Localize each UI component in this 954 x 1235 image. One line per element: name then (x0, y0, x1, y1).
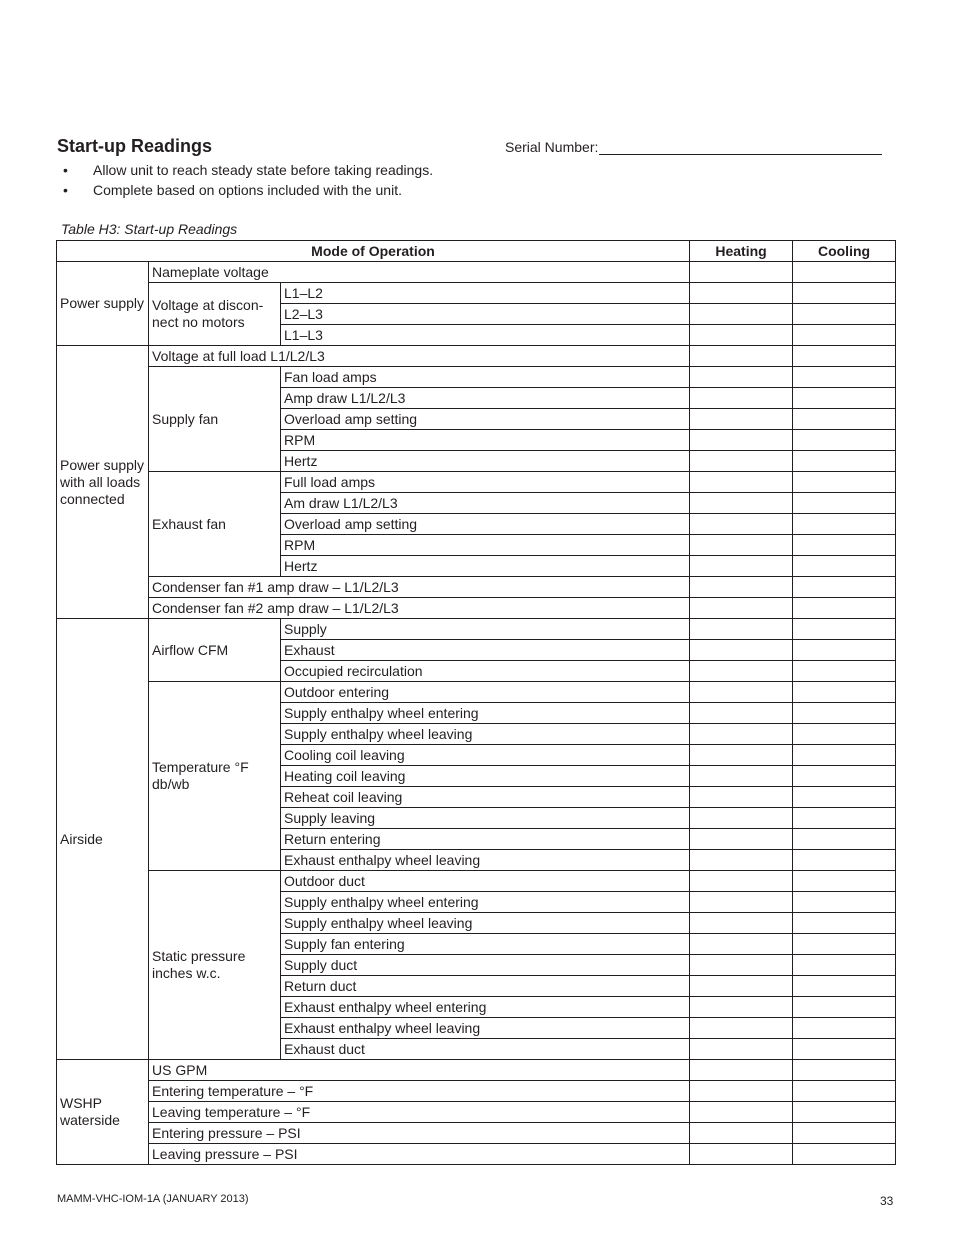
document-id: MAMM-VHC-IOM-1A (JANUARY 2013) (57, 1193, 249, 1205)
heating-cell[interactable] (690, 1123, 793, 1144)
heating-cell[interactable] (690, 451, 793, 472)
subgroup-label: Airflow CFM (149, 619, 281, 682)
row-label: Outdoor entering (281, 682, 690, 703)
heating-cell[interactable] (690, 472, 793, 493)
row-label: L1–L2 (281, 283, 690, 304)
serial-number-label: Serial Number: (505, 139, 599, 155)
row-label: Supply enthalpy wheel leaving (281, 913, 690, 934)
cooling-cell[interactable] (793, 703, 896, 724)
cooling-cell[interactable] (793, 955, 896, 976)
row-label: Return entering (281, 829, 690, 850)
cooling-cell[interactable] (793, 871, 896, 892)
row-label: Supply leaving (281, 808, 690, 829)
heating-cell[interactable] (690, 976, 793, 997)
row-label: Overload amp setting (281, 514, 690, 535)
cooling-cell[interactable] (793, 976, 896, 997)
heating-cell[interactable] (690, 829, 793, 850)
row-label: Entering pressure – PSI (149, 1123, 690, 1144)
cooling-cell[interactable] (793, 451, 896, 472)
heating-cell[interactable] (690, 703, 793, 724)
cooling-cell[interactable] (793, 619, 896, 640)
cooling-cell[interactable] (793, 472, 896, 493)
heating-cell[interactable] (690, 1144, 793, 1165)
cooling-cell[interactable] (793, 577, 896, 598)
heating-cell[interactable] (690, 1039, 793, 1060)
subgroup-label: Exhaust fan (149, 472, 281, 577)
page-title: Start-up Readings (57, 136, 213, 156)
cooling-cell[interactable] (793, 1018, 896, 1039)
row-label: Nameplate voltage (149, 262, 690, 283)
table-row (57, 262, 896, 283)
heating-cell[interactable] (690, 514, 793, 535)
table-caption: Table H3: Start-up Readings (61, 221, 238, 237)
heating-cell[interactable] (690, 556, 793, 577)
cooling-cell[interactable] (793, 913, 896, 934)
cooling-cell[interactable] (793, 325, 896, 346)
heating-cell[interactable] (690, 430, 793, 451)
row-label: Heating coil leaving (281, 766, 690, 787)
cooling-cell[interactable] (793, 808, 896, 829)
table-row (57, 472, 896, 493)
row-label: Hertz (281, 556, 690, 577)
bullet-icon: • (63, 182, 68, 198)
page-number: 33 (880, 1194, 894, 1208)
heating-header: Heating (690, 241, 793, 262)
cooling-cell[interactable] (793, 724, 896, 745)
row-label: Am draw L1/L2/L3 (281, 493, 690, 514)
table-header-row (57, 241, 896, 262)
heating-cell[interactable] (690, 724, 793, 745)
heating-cell[interactable] (690, 661, 793, 682)
cooling-cell[interactable] (793, 493, 896, 514)
heating-cell[interactable] (690, 304, 793, 325)
row-label: Return duct (281, 976, 690, 997)
subgroup-label: Supply fan (149, 367, 281, 472)
heating-cell[interactable] (690, 850, 793, 871)
cooling-cell[interactable] (793, 367, 896, 388)
cooling-cell[interactable] (793, 766, 896, 787)
serial-number-blank (599, 140, 882, 155)
heating-cell[interactable] (690, 409, 793, 430)
table-row (57, 346, 896, 367)
heating-cell[interactable] (690, 766, 793, 787)
table-row (57, 1144, 896, 1165)
table-row (57, 1102, 896, 1123)
row-label: Supply duct (281, 955, 690, 976)
row-label: Exhaust (281, 640, 690, 661)
row-label: Reheat coil leaving (281, 787, 690, 808)
cooling-cell[interactable] (793, 1144, 896, 1165)
subgroup-label: Temperature °F db/wb (149, 682, 281, 871)
heating-cell[interactable] (690, 598, 793, 619)
cooling-cell[interactable] (793, 535, 896, 556)
table-row (57, 598, 896, 619)
row-label: Exhaust duct (281, 1039, 690, 1060)
cooling-cell[interactable] (793, 682, 896, 703)
heating-cell[interactable] (690, 493, 793, 514)
row-label: Full load amps (281, 472, 690, 493)
heating-cell[interactable] (690, 1081, 793, 1102)
table-row (57, 1123, 896, 1144)
serial-number-field (505, 139, 882, 155)
group-label: Airside (57, 619, 149, 1060)
row-label: Supply (281, 619, 690, 640)
heating-cell[interactable] (690, 787, 793, 808)
cooling-cell[interactable] (793, 1060, 896, 1081)
table-row (57, 367, 896, 388)
cooling-cell[interactable] (793, 787, 896, 808)
row-label: Supply fan entering (281, 934, 690, 955)
cooling-cell[interactable] (793, 598, 896, 619)
cooling-cell[interactable] (793, 997, 896, 1018)
heating-cell[interactable] (690, 955, 793, 976)
row-label: Outdoor duct (281, 871, 690, 892)
heating-cell[interactable] (690, 934, 793, 955)
heating-cell[interactable] (690, 1102, 793, 1123)
table-row (57, 682, 896, 703)
row-label: US GPM (149, 1060, 690, 1081)
heating-cell[interactable] (690, 997, 793, 1018)
row-label: Cooling coil leaving (281, 745, 690, 766)
subgroup-label: Voltage at discon-nect no motors (149, 283, 281, 346)
row-label: Exhaust enthalpy wheel entering (281, 997, 690, 1018)
heating-cell[interactable] (690, 283, 793, 304)
cooling-cell[interactable] (793, 1102, 896, 1123)
heating-cell[interactable] (690, 1060, 793, 1081)
cooling-cell[interactable] (793, 1081, 896, 1102)
row-label: RPM (281, 535, 690, 556)
cooling-header: Cooling (793, 241, 896, 262)
heating-cell[interactable] (690, 262, 793, 283)
row-label: Amp draw L1/L2/L3 (281, 388, 690, 409)
row-label: L2–L3 (281, 304, 690, 325)
cooling-cell[interactable] (793, 745, 896, 766)
heating-cell[interactable] (690, 913, 793, 934)
cooling-cell[interactable] (793, 409, 896, 430)
row-label: Voltage at full load L1/L2/L3 (149, 346, 690, 367)
mode-header: Mode of Operation (57, 241, 690, 262)
heating-cell[interactable] (690, 577, 793, 598)
heating-cell[interactable] (690, 892, 793, 913)
heating-cell[interactable] (690, 535, 793, 556)
startup-readings-table (56, 240, 896, 1165)
row-label: Condenser fan #2 amp draw – L1/L2/L3 (149, 598, 690, 619)
group-label: WSHP waterside (57, 1060, 149, 1165)
cooling-cell[interactable] (793, 661, 896, 682)
row-label: Exhaust enthalpy wheel leaving (281, 1018, 690, 1039)
cooling-cell[interactable] (793, 934, 896, 955)
cooling-cell[interactable] (793, 304, 896, 325)
group-label: Power supply with all loads connected (57, 346, 149, 619)
row-label: Condenser fan #1 amp draw – L1/L2/L3 (149, 577, 690, 598)
table-row (57, 1060, 896, 1081)
cooling-cell[interactable] (793, 514, 896, 535)
row-label: Supply enthalpy wheel entering (281, 703, 690, 724)
cooling-cell[interactable] (793, 388, 896, 409)
table-row (57, 283, 896, 304)
heating-cell[interactable] (690, 808, 793, 829)
row-label: Supply enthalpy wheel entering (281, 892, 690, 913)
cooling-cell[interactable] (793, 430, 896, 451)
group-label: Power supply (57, 262, 149, 346)
heating-cell[interactable] (690, 325, 793, 346)
table-row (57, 871, 896, 892)
row-label: Leaving temperature – °F (149, 1102, 690, 1123)
cooling-cell[interactable] (793, 640, 896, 661)
row-label: RPM (281, 430, 690, 451)
row-label: Fan load amps (281, 367, 690, 388)
heating-cell[interactable] (690, 640, 793, 661)
cooling-cell[interactable] (793, 556, 896, 577)
row-label: Overload amp setting (281, 409, 690, 430)
row-label: Leaving pressure – PSI (149, 1144, 690, 1165)
heating-cell[interactable] (690, 1018, 793, 1039)
cooling-cell[interactable] (793, 1039, 896, 1060)
subgroup-label: Static pressure inches w.c. (149, 871, 281, 1060)
heating-cell[interactable] (690, 745, 793, 766)
bullet-icon: • (63, 162, 68, 178)
row-label: Occupied recirculation (281, 661, 690, 682)
heating-cell[interactable] (690, 871, 793, 892)
row-label: Supply enthalpy wheel leaving (281, 724, 690, 745)
table-row (57, 1081, 896, 1102)
row-label: Entering temperature – °F (149, 1081, 690, 1102)
heating-cell[interactable] (690, 367, 793, 388)
cooling-cell[interactable] (793, 283, 896, 304)
row-label: Exhaust enthalpy wheel leaving (281, 850, 690, 871)
cooling-cell[interactable] (793, 850, 896, 871)
cooling-cell[interactable] (793, 346, 896, 367)
heating-cell[interactable] (690, 682, 793, 703)
row-label: Hertz (281, 451, 690, 472)
cooling-cell[interactable] (793, 262, 896, 283)
heating-cell[interactable] (690, 619, 793, 640)
row-label: L1–L3 (281, 325, 690, 346)
cooling-cell[interactable] (793, 892, 896, 913)
table-row (57, 619, 896, 640)
table-row (57, 577, 896, 598)
heating-cell[interactable] (690, 388, 793, 409)
cooling-cell[interactable] (793, 829, 896, 850)
cooling-cell[interactable] (793, 1123, 896, 1144)
heating-cell[interactable] (690, 346, 793, 367)
